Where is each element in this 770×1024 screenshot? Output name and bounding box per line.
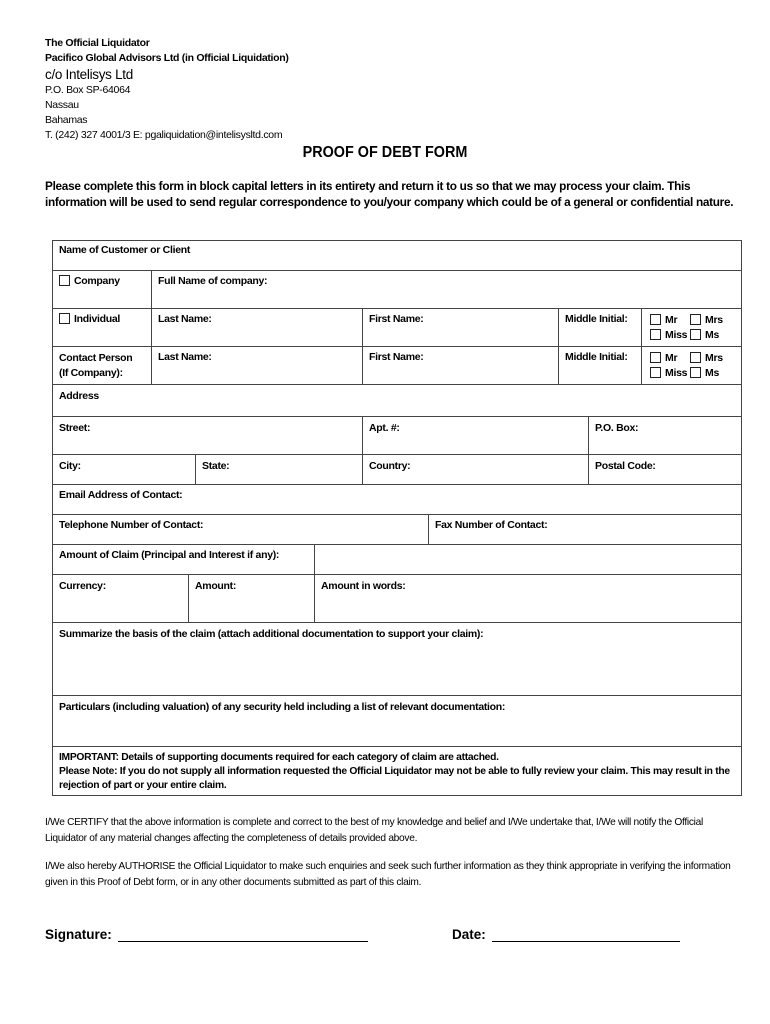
- ms-checkbox[interactable]: [690, 329, 701, 340]
- ms-label: Ms: [705, 367, 719, 379]
- individual-checkbox[interactable]: [59, 313, 70, 324]
- certify-statement: I/We CERTIFY that the above information is complete and correct to the best of my knowledge and belief and I/We undertake that, I/We will notify the Official Liquidator of any material changes affecting the completeness of details provided above.: [45, 817, 703, 844]
- ms-checkbox[interactable]: [690, 367, 701, 378]
- date-line[interactable]: [492, 926, 680, 942]
- mrs-label: Mrs: [705, 352, 723, 364]
- individual-middle-initial-field[interactable]: [558, 309, 641, 346]
- mr-label: Mr: [665, 352, 678, 364]
- middle-initial-label: Middle Initial:: [565, 351, 628, 363]
- telephone-field[interactable]: [53, 515, 428, 544]
- company-name-label: Full Name of company:: [158, 275, 268, 287]
- street-field[interactable]: [53, 417, 362, 454]
- state-label: State:: [202, 460, 230, 472]
- miss-label: Miss: [665, 329, 688, 341]
- fax-label: Fax Number of Contact:: [435, 519, 548, 531]
- last-name-label: Last Name:: [158, 313, 212, 325]
- ms-label: Ms: [705, 329, 719, 341]
- summarize-field[interactable]: [53, 623, 741, 695]
- contact-title-options: [641, 347, 741, 384]
- company-checkbox[interactable]: [59, 275, 70, 286]
- header-line: Pacifico Global Advisors Ltd (in Official Liquidation): [45, 52, 289, 64]
- apt-label: Apt. #:: [369, 422, 400, 434]
- date-label: Date:: [452, 927, 486, 942]
- company-row: [53, 271, 741, 309]
- summarize-label: Summarize the basis of the claim (attach additional documentation to support your claim):: [59, 628, 484, 640]
- address-label: Address: [59, 390, 99, 402]
- individual-first-name-field[interactable]: [362, 309, 558, 346]
- first-name-label: First Name:: [369, 351, 424, 363]
- mrs-checkbox[interactable]: [690, 352, 701, 363]
- important-notice: [53, 747, 741, 795]
- miss-label: Miss: [665, 367, 688, 379]
- street-row: [53, 417, 741, 455]
- telephone-row: [53, 515, 741, 545]
- mr-checkbox[interactable]: [650, 314, 661, 325]
- first-name-label: First Name:: [369, 313, 424, 325]
- contact-person-sublabel: (If Company):: [59, 367, 123, 379]
- header-line: P.O. Box SP-64064: [45, 84, 131, 96]
- contact-person-label: Contact Person: [59, 352, 133, 364]
- mrs-checkbox[interactable]: [690, 314, 701, 325]
- signature-line[interactable]: [118, 926, 368, 942]
- amount-field[interactable]: [188, 575, 314, 622]
- country-field[interactable]: [362, 455, 588, 484]
- postal-code-label: Postal Code:: [595, 460, 656, 472]
- apt-field[interactable]: [362, 417, 588, 454]
- email-label: Email Address of Contact:: [59, 489, 183, 501]
- miss-checkbox[interactable]: [650, 329, 661, 340]
- last-name-label: Last Name:: [158, 351, 212, 363]
- mr-checkbox[interactable]: [650, 352, 661, 363]
- currency-row: [53, 575, 741, 623]
- signature-label: Signature:: [45, 927, 112, 942]
- company-name-field[interactable]: [151, 271, 741, 308]
- contact-first-name-field[interactable]: [362, 347, 558, 384]
- contact-person-row: [53, 347, 741, 385]
- miss-checkbox[interactable]: [650, 367, 661, 378]
- please-note-line: Please Note: If you do not supply all information requested the Official Liquidator may not be able to fully review your claim. This may result in the rejection of part or your entire claim.: [59, 766, 730, 791]
- state-field[interactable]: [195, 455, 362, 484]
- street-label: Street:: [59, 422, 91, 434]
- contact-last-name-field[interactable]: [151, 347, 362, 384]
- name-section-label: Name of Customer or Client: [59, 244, 191, 256]
- mrs-label: Mrs: [705, 314, 723, 326]
- individual-label: Individual: [74, 313, 121, 325]
- date-section: [452, 926, 680, 942]
- important-line: IMPORTANT: Details of supporting documents required for each category of claim are attached.: [59, 752, 499, 763]
- header-line: c/o Intelisys Ltd: [45, 67, 133, 82]
- contact-person-label-cell: [53, 347, 151, 384]
- page-title: PROOF OF DEBT FORM: [302, 144, 468, 161]
- currency-label: Currency:: [59, 580, 106, 592]
- po-box-label: P.O. Box:: [595, 422, 639, 434]
- currency-field[interactable]: [53, 575, 188, 622]
- country-label: Country:: [369, 460, 411, 472]
- amount-claim-spacer: [314, 545, 741, 574]
- summarize-row: [53, 623, 741, 696]
- company-label: Company: [74, 275, 120, 287]
- amount-label: Amount:: [195, 580, 237, 592]
- company-option[interactable]: [53, 271, 151, 308]
- address-row: [53, 385, 741, 417]
- particulars-field[interactable]: [53, 696, 741, 746]
- amount-claim-row: [53, 545, 741, 575]
- header-line: The Official Liquidator: [45, 37, 150, 49]
- email-row: [53, 485, 741, 515]
- city-label: City:: [59, 460, 81, 472]
- header-address-block: [45, 36, 289, 143]
- individual-last-name-field[interactable]: [151, 309, 362, 346]
- intro-text: Please complete this form in block capital letters in its entirety and return it to us so that we may process your claim. This information will be used to send regular correspondence to you/your company which could be of a general or confidential nature.: [45, 179, 734, 209]
- city-field[interactable]: [53, 455, 195, 484]
- individual-title-options: [641, 309, 741, 346]
- header-line: Bahamas: [45, 114, 88, 126]
- mr-label: Mr: [665, 314, 678, 326]
- particulars-label: Particulars (including valuation) of any security held including a list of relevant documentation:: [59, 701, 506, 713]
- email-field[interactable]: [53, 485, 741, 514]
- amount-in-words-field[interactable]: [314, 575, 741, 622]
- city-row: [53, 455, 741, 485]
- individual-option[interactable]: [53, 309, 151, 346]
- po-box-field[interactable]: [588, 417, 741, 454]
- amount-in-words-label: Amount in words:: [321, 580, 406, 592]
- postal-code-field[interactable]: [588, 455, 741, 484]
- header-line: T. (242) 327 4001/3 E: pgaliquidation@intelisysltd.com: [45, 129, 283, 141]
- amount-claim-label: Amount of Claim (Principal and Interest if any):: [59, 549, 280, 561]
- signature-section: [45, 926, 368, 942]
- proof-of-debt-form: [52, 240, 742, 796]
- contact-middle-initial-field[interactable]: [558, 347, 641, 384]
- header-line: Nassau: [45, 99, 79, 111]
- individual-row: [53, 309, 741, 347]
- middle-initial-label: Middle Initial:: [565, 313, 628, 325]
- telephone-label: Telephone Number of Contact:: [59, 519, 204, 531]
- authorise-statement: I/We also hereby AUTHORISE the Official Liquidator to make such enquiries and seek such further information as they think appropriate in verifying the information given in this Proof of Debt form, or in any other documents submitted as part of this claim.: [45, 861, 731, 888]
- particulars-row: [53, 696, 741, 747]
- fax-field[interactable]: [428, 515, 741, 544]
- name-section-row: [53, 241, 741, 271]
